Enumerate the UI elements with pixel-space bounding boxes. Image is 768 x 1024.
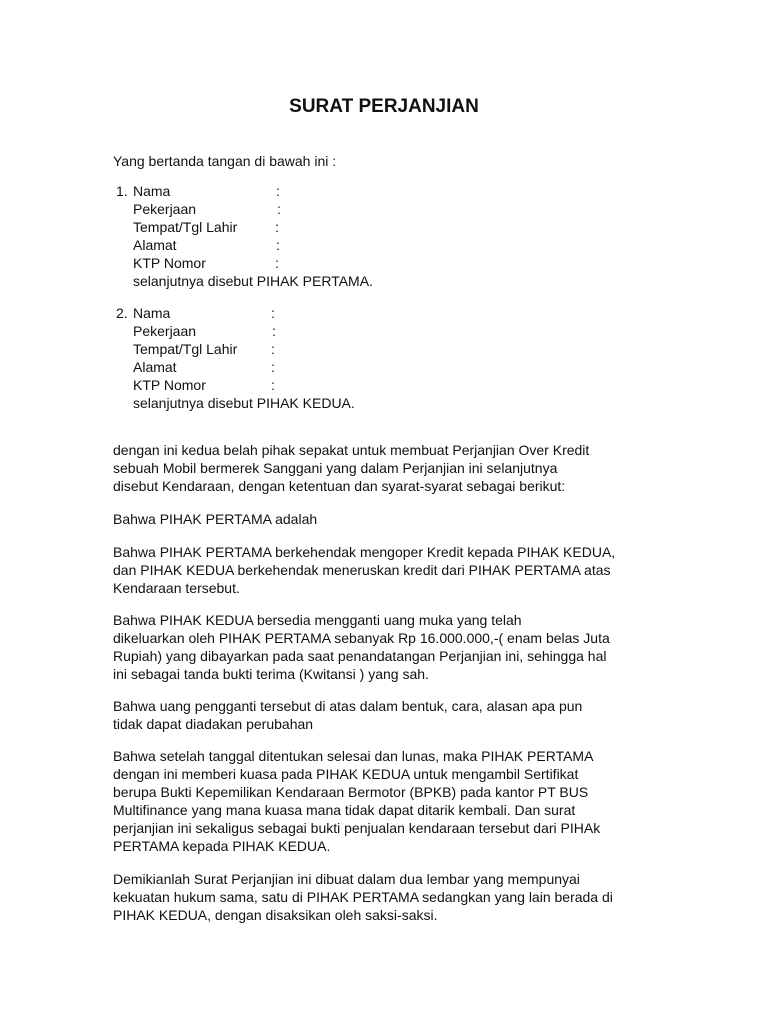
- paragraph-line: Multifinance yang mana kuasa mana tidak dapat ditarik kembali. Dan surat: [113, 802, 576, 818]
- paragraph-line: Bahwa setelah tanggal ditentukan selesai dan lunas, maka PIHAK PERTAMA: [113, 748, 594, 764]
- field-colon: :: [271, 305, 275, 321]
- party-field-row: [116, 200, 373, 218]
- paragraph-line: Kendaraan tersebut.: [113, 580, 240, 596]
- field-label: Alamat: [133, 237, 177, 253]
- field-colon: :: [271, 377, 275, 393]
- paragraph-line: Demikianlah Surat Perjanjian ini dibuat dalam dua lembar yang mempunyai: [113, 871, 580, 887]
- party-two-block: [116, 304, 355, 412]
- field-colon: :: [271, 359, 275, 375]
- paragraph-over-kredit: [113, 543, 673, 597]
- paragraph-pihak-pertama: [113, 510, 673, 528]
- party-closing-row: [116, 394, 355, 412]
- field-colon: :: [275, 219, 279, 235]
- party-closing-row: [116, 272, 373, 290]
- paragraph-line: Bahwa PIHAK PERTAMA berkehendak mengoper Kredit kepada PIHAK KEDUA,: [113, 544, 616, 560]
- paragraph-line: ini sebagai tanda bukti terima (Kwitansi ) yang sah.: [113, 666, 429, 682]
- party-closing-text: selanjutnya disebut PIHAK PERTAMA.: [133, 273, 373, 289]
- party-field-row: [116, 340, 355, 358]
- paragraph-line: Bahwa PIHAK PERTAMA adalah: [113, 511, 318, 527]
- field-label: Nama: [133, 305, 171, 321]
- field-colon: :: [276, 237, 280, 253]
- party-field-row: [116, 304, 355, 322]
- field-label: Nama: [133, 183, 171, 199]
- field-colon: :: [271, 341, 275, 357]
- party-field-row: [116, 182, 373, 200]
- field-colon: :: [275, 255, 279, 271]
- party-number: 1.: [116, 183, 128, 199]
- paragraph-kuasa-bpkb: [113, 747, 673, 855]
- party-field-row: [116, 236, 373, 254]
- paragraph-line: sebuah Mobil bermerek Sanggani yang dalam Perjanjian ini selanjutnya: [113, 460, 558, 476]
- paragraph-line: dengan ini memberi kuasa pada PIHAK KEDUA untuk mengambil Sertifikat: [113, 766, 579, 782]
- field-label: Tempat/Tgl Lahir: [133, 341, 238, 357]
- party-field-row: [116, 322, 355, 340]
- intro-text: Yang bertanda tangan di bawah ini :: [113, 153, 337, 169]
- field-colon: :: [276, 183, 280, 199]
- paragraph-agreement-intro: [113, 441, 673, 495]
- paragraph-line: Bahwa uang pengganti tersebut di atas dalam bentuk, cara, alasan apa pun: [113, 698, 583, 714]
- paragraph-line: dan PIHAK KEDUA berkehendak meneruskan kredit dari PIHAK PERTAMA atas: [113, 562, 611, 578]
- paragraph-uang-pengganti: [113, 697, 673, 733]
- field-label: Tempat/Tgl Lahir: [133, 219, 238, 235]
- field-colon: :: [277, 201, 281, 217]
- party-number: 2.: [116, 305, 128, 321]
- field-colon: :: [272, 323, 276, 339]
- field-label: KTP Nomor: [133, 377, 206, 393]
- party-field-row: [116, 254, 373, 272]
- party-field-row: [116, 358, 355, 376]
- party-closing-text: selanjutnya disebut PIHAK KEDUA.: [133, 395, 355, 411]
- paragraph-line: berupa Bukti Kepemilikan Kendaraan Bermotor (BPKB) pada kantor PT BUS: [113, 784, 589, 800]
- paragraph-line: perjanjian ini sekaligus sebagai bukti penjualan kendaraan tersebut dari PIHAk: [113, 820, 601, 836]
- paragraph-line: disebut Kendaraan, dengan ketentuan dan syarat-syarat sebagai berikut:: [113, 478, 566, 494]
- paragraph-line: PERTAMA kepada PIHAK KEDUA.: [113, 838, 331, 854]
- paragraph-line: dikeluarkan oleh PIHAK PERTAMA sebanyak Rp 16.000.000,-( enam belas Juta: [113, 630, 610, 646]
- paragraph-line: PIHAK KEDUA, dengan disaksikan oleh saksi-saksi.: [113, 907, 438, 923]
- party-field-row: [116, 218, 373, 236]
- party-field-row: [116, 376, 355, 394]
- paragraph-penutup: [113, 870, 673, 924]
- field-label: Pekerjaan: [133, 201, 197, 217]
- paragraph-line: Bahwa PIHAK KEDUA bersedia mengganti uang muka yang telah: [113, 612, 522, 628]
- field-label: Alamat: [133, 359, 177, 375]
- paragraph-line: tidak dapat diadakan perubahan: [113, 716, 314, 732]
- party-one-block: [116, 182, 373, 290]
- field-label: Pekerjaan: [133, 323, 197, 339]
- paragraph-line: dengan ini kedua belah pihak sepakat untuk membuat Perjanjian Over Kredit: [113, 442, 590, 458]
- paragraph-line: kekuatan hukum sama, satu di PIHAK PERTAMA sedangkan yang lain berada di: [113, 889, 613, 905]
- document-title: SURAT PERJANJIAN: [289, 96, 479, 117]
- field-label: KTP Nomor: [133, 255, 206, 271]
- paragraph-line: Rupiah) yang dibayarkan pada saat penandatangan Perjanjian ini, sehingga hal: [113, 648, 607, 664]
- paragraph-uang-muka: [113, 611, 673, 683]
